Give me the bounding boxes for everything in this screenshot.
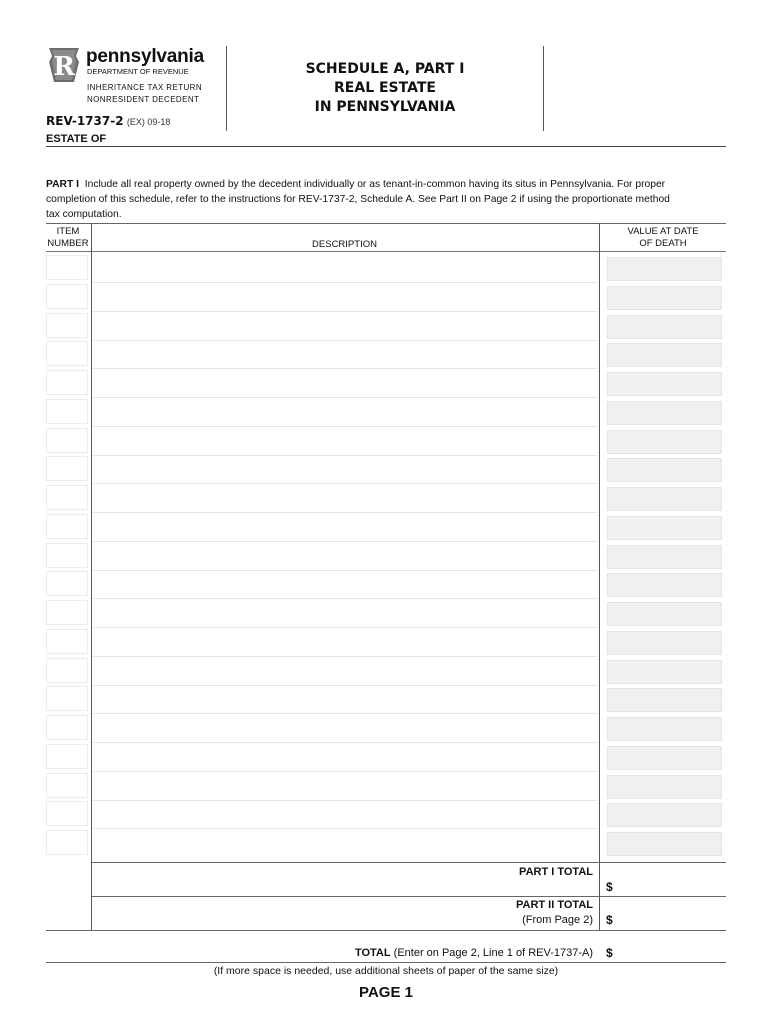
item-number-field[interactable] xyxy=(46,370,88,395)
item-number-field[interactable] xyxy=(46,485,88,510)
description-row-line xyxy=(93,685,597,686)
instruction-text: Include all real property owned by the decedent individually or as tenant-in-common having its situs in Pennsylvania. For proper xyxy=(84,179,666,190)
item-number-field[interactable] xyxy=(46,514,88,539)
item-number-field[interactable] xyxy=(46,629,88,654)
value-at-death-field[interactable] xyxy=(607,545,722,569)
table-top-rule xyxy=(46,223,726,224)
part1-total-text: PART I TOTAL xyxy=(519,866,593,878)
item-number-field[interactable] xyxy=(46,715,88,740)
value-at-death-field[interactable] xyxy=(607,717,722,741)
column-header-value xyxy=(600,226,726,250)
value-at-death-field[interactable] xyxy=(607,688,722,712)
description-row-line xyxy=(93,713,597,714)
logo-letter: R xyxy=(53,52,75,82)
value-at-death-field[interactable] xyxy=(607,458,722,482)
value-at-death-field[interactable] xyxy=(607,430,722,454)
part1-total-label xyxy=(300,866,593,878)
item-number-field[interactable] xyxy=(46,255,88,280)
description-row-line xyxy=(93,426,597,427)
instruction-text: completion of this schedule, refer to the instructions for REV-1737-2, Schedule A. See Part II on Page 2 if using the proportionate method xyxy=(46,194,670,205)
grand-total-field[interactable]: $ xyxy=(606,946,613,960)
table-header-rule xyxy=(46,251,726,252)
value-at-death-field[interactable] xyxy=(607,401,722,425)
part1-total-field[interactable]: $ xyxy=(606,880,613,894)
instruction-text: tax computation. xyxy=(46,209,122,220)
item-number-field[interactable] xyxy=(46,341,88,366)
item-number-field[interactable] xyxy=(46,600,88,625)
grand-total-text: TOTAL xyxy=(354,947,391,959)
item-number-field[interactable] xyxy=(46,399,88,424)
value-at-death-field[interactable] xyxy=(607,286,722,310)
schedule-title xyxy=(227,60,543,117)
value-at-death-field[interactable] xyxy=(607,631,722,655)
title-line: SCHEDULE A, PART I xyxy=(305,61,465,77)
description-row-line xyxy=(93,455,597,456)
description-row-line xyxy=(93,368,597,369)
page-number: PAGE 1 xyxy=(359,984,413,1001)
part2-total-field[interactable]: $ xyxy=(606,913,613,927)
description-row-line xyxy=(93,800,597,801)
item-number-field[interactable] xyxy=(46,543,88,568)
part2-total-text: PART II TOTAL xyxy=(516,899,593,911)
value-at-death-field[interactable] xyxy=(607,775,722,799)
value-at-death-field[interactable] xyxy=(607,803,722,827)
column-header-text: VALUE AT DATE xyxy=(627,226,699,237)
column-header-text: OF DEATH xyxy=(639,238,687,249)
value-at-death-field[interactable] xyxy=(607,746,722,770)
description-row-line xyxy=(93,311,597,312)
value-at-death-field[interactable] xyxy=(607,516,722,540)
totals-rule xyxy=(46,930,726,931)
value-at-death-field[interactable] xyxy=(607,257,722,281)
department-name: DEPARTMENT OF REVENUE xyxy=(87,67,189,76)
column-header-description: DESCRIPTION xyxy=(312,239,377,250)
grand-total-label xyxy=(200,947,593,959)
description-row-line xyxy=(93,627,597,628)
column-header-item-number xyxy=(46,226,90,250)
pa-keystone-logo-icon xyxy=(46,46,82,82)
description-row-line xyxy=(93,656,597,657)
title-line: IN PENNSYLVANIA xyxy=(314,99,456,115)
item-number-field[interactable] xyxy=(46,658,88,683)
item-number-field[interactable] xyxy=(46,773,88,798)
value-at-death-field[interactable] xyxy=(607,487,722,511)
item-number-field[interactable] xyxy=(46,571,88,596)
return-type-line2: NONRESIDENT DECEDENT xyxy=(87,95,200,104)
value-at-death-field[interactable] xyxy=(607,372,722,396)
form-number xyxy=(46,114,170,128)
part-label: PART I xyxy=(46,179,79,190)
description-row-line xyxy=(93,541,597,542)
part2-total-label xyxy=(300,899,593,911)
description-row-line xyxy=(93,828,597,829)
totals-rule xyxy=(92,896,726,897)
item-number-field[interactable] xyxy=(46,428,88,453)
estate-of-label: ESTATE OF xyxy=(46,133,107,145)
value-at-death-field[interactable] xyxy=(607,343,722,367)
column-header-text: ITEM xyxy=(56,226,80,237)
item-number-field[interactable] xyxy=(46,744,88,769)
brand-name: pennsylvania xyxy=(86,46,204,67)
value-at-death-field[interactable] xyxy=(607,660,722,684)
value-at-death-field[interactable] xyxy=(607,573,722,597)
item-number-field[interactable] xyxy=(46,686,88,711)
description-row-line xyxy=(93,340,597,341)
form-version: (EX) 09-18 xyxy=(126,117,171,127)
description-row-line xyxy=(93,512,597,513)
part2-total-sub: (From Page 2) xyxy=(522,914,593,926)
item-number-field[interactable] xyxy=(46,284,88,309)
description-row-line xyxy=(93,282,597,283)
totals-rule xyxy=(46,962,726,963)
description-row-line xyxy=(93,742,597,743)
column-header-text: NUMBER xyxy=(47,238,89,249)
value-at-death-field[interactable] xyxy=(607,602,722,626)
totals-rule xyxy=(92,862,726,863)
item-number-field[interactable] xyxy=(46,801,88,826)
column-divider xyxy=(599,223,600,930)
form-number-code: REV-1737-2 xyxy=(46,114,124,128)
header-divider xyxy=(543,46,544,131)
grand-total-note: (Enter on Page 2, Line 1 of REV-1737-A) xyxy=(393,947,593,959)
return-type-line1: INHERITANCE TAX RETURN xyxy=(87,83,203,92)
title-line: REAL ESTATE xyxy=(334,80,436,96)
estate-of-field[interactable] xyxy=(46,146,726,147)
description-row-line xyxy=(93,598,597,599)
value-at-death-field[interactable] xyxy=(607,315,722,339)
item-number-field[interactable] xyxy=(46,830,88,855)
description-row-line xyxy=(93,570,597,571)
column-divider xyxy=(91,223,92,930)
form-header xyxy=(46,46,726,132)
description-row-line xyxy=(93,771,597,772)
item-number-field[interactable] xyxy=(46,456,88,481)
item-number-field[interactable] xyxy=(46,313,88,338)
part-instructions xyxy=(46,177,728,222)
description-row-line xyxy=(93,397,597,398)
footnote: (If more space is needed, use additional sheets of paper of the same size) xyxy=(213,965,559,977)
description-row-line xyxy=(93,483,597,484)
value-at-death-field[interactable] xyxy=(607,832,722,856)
